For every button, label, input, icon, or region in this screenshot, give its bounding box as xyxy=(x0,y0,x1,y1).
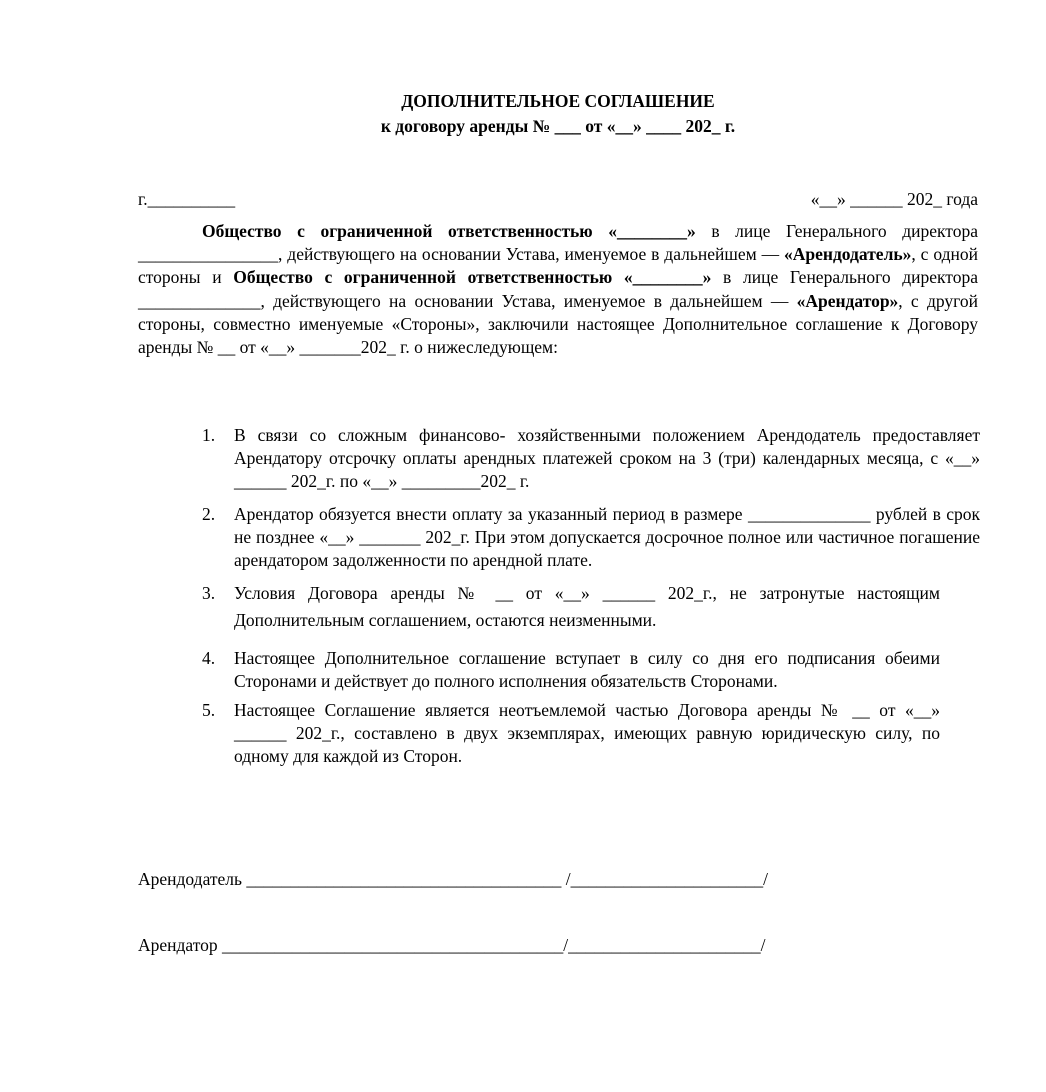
landlord-role: «Арендодатель» xyxy=(783,244,912,265)
document-title: ДОПОЛНИТЕЛЬНОЕ СОГЛАШЕНИЕ xyxy=(401,91,715,111)
preamble-paragraph xyxy=(138,220,978,359)
item-number: 5. xyxy=(202,700,216,720)
item-number: 1. xyxy=(202,425,216,445)
date-field: «__» ______ 202_ года xyxy=(810,189,978,209)
item-text: Настоящее Дополнительное соглашение вступает в силу со дня его подписания обеими Сторонами и действует до полного исполнения обязательств Сторонами. xyxy=(234,648,940,691)
tenant-company-name: Общество с ограниченной ответственностью «________» xyxy=(233,267,712,288)
item-text: Условия Договора аренды № __ от «__» ______ 202_г., не затронутые настоящим Дополнительным соглашением, остаются неизменными. xyxy=(234,583,940,630)
item-text: В связи со сложным финансово- хозяйственными положением Арендодатель предоставляет Арендатору отсрочку оплаты арендных платежей сроком на 3 (три) календарных месяца, с «__» ______ 202_г. по «__» _________202_ г. xyxy=(234,425,980,491)
preamble-text-1: в лице Генерального директора ________________, действующего на основании Устава, именуемое в дальнейшем — xyxy=(138,221,978,265)
item-number: 3. xyxy=(202,583,216,603)
preamble-text-4: , с другой стороны, совместно именуемые «Стороны», заключили настоящее Дополнительное соглашение к Договору аренды № __ от «__» _______202_ г. о нижеследующем: xyxy=(138,290,978,358)
item-number: 2. xyxy=(202,504,216,524)
tenant-signature-line: Арендатор _______________________________________/______________________/ xyxy=(138,935,766,955)
item-text: Настоящее Соглашение является неотъемлемой частью Договора аренды № __ от «__» ______ 202_г., составлено в двух экземплярах, имеющих равную юридическую силу, по одному для каждой из Сторон. xyxy=(234,700,940,766)
landlord-signature-line: Арендодатель ____________________________________ /______________________/ xyxy=(138,869,768,889)
landlord-company-name: Общество с ограниченной ответственностью «________» xyxy=(202,221,696,241)
preamble-text-2: , с одной стороны и xyxy=(138,244,978,288)
tenant-role: «Арендатор» xyxy=(796,290,899,311)
item-text: Арендатор обязуется внести оплату за указанный период в размере ______________ рублей в срок не позднее «__» _______ 202_г. При этом допускается досрочное полное или частичное погашение арендатором задолженности по арендной плате. xyxy=(234,504,980,570)
item-number: 4. xyxy=(202,648,216,668)
place-field: г.__________ xyxy=(138,189,236,209)
document-subtitle: к договору аренды № ___ от «__» ____ 202_ г. xyxy=(380,116,736,136)
preamble-text-3: в лице Генерального директора ______________, действующего на основании Устава, именуемое в дальнейшем — xyxy=(138,267,978,311)
